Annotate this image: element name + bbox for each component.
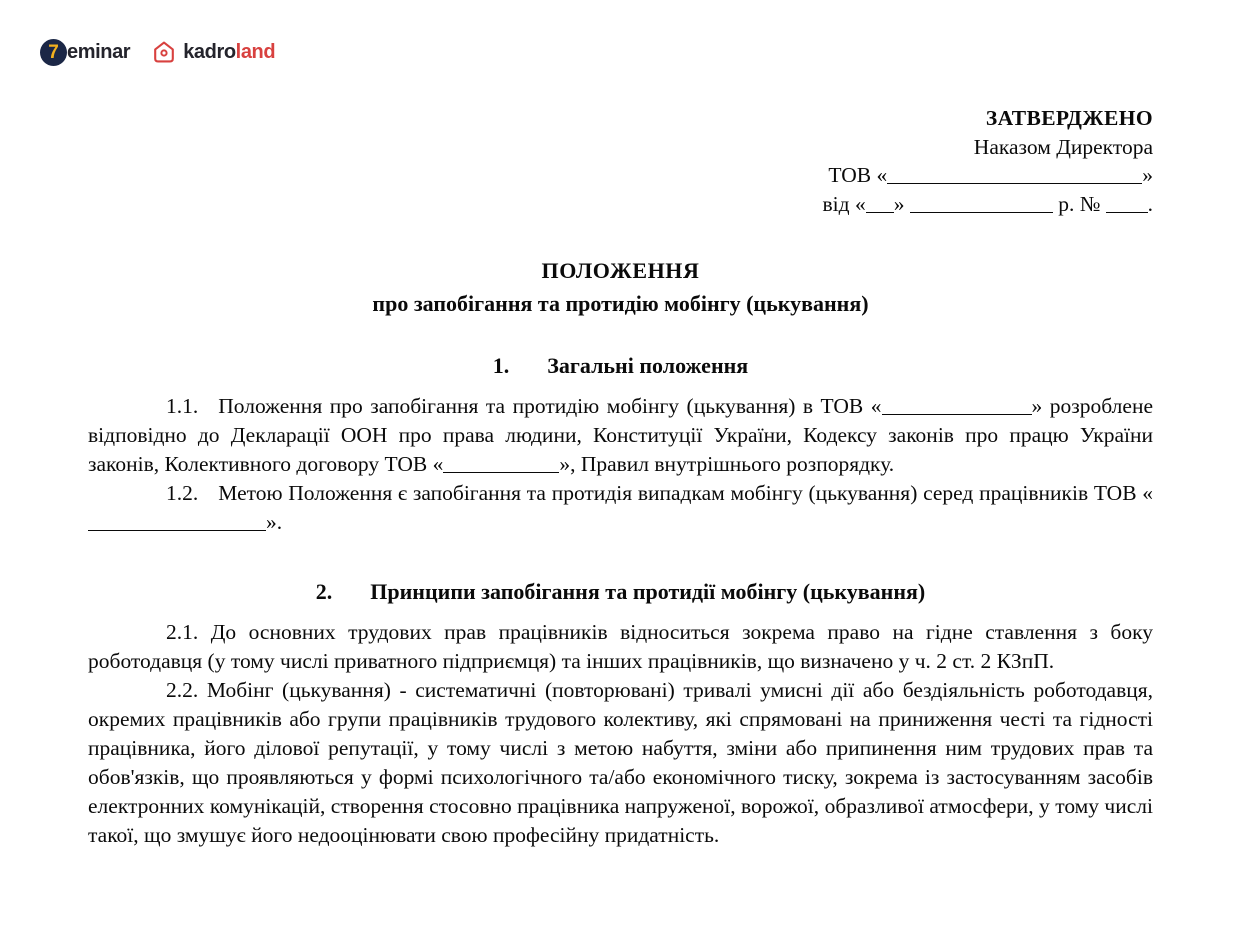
paragraph-number-1-1: 1.1. bbox=[166, 394, 199, 419]
paragraph-1-1-blank-1[interactable] bbox=[882, 393, 1032, 416]
paragraph-1-1-text-a: Положення про запобігання та протидію мобінгу (цькування) в ТОВ « bbox=[218, 394, 882, 419]
approval-title: ЗАТВЕРДЖЕНО bbox=[985, 106, 1153, 130]
paragraph-2-1-text: До основних трудових прав працівників відноситься зокрема право на гідне ставлення з боку роботодавця (у тому числі приватного підприємця) та інших працівників, що визначено у ч. 2 ст. 2 КЗпП. bbox=[88, 620, 1154, 674]
approval-number-blank[interactable] bbox=[1106, 190, 1148, 213]
page-subtitle: про запобігання та протидію мобінгу (цькування) bbox=[372, 290, 869, 316]
paragraph-1-1-text-b: » розроблене відповідно до Декларації ООН про права людини, Конституції України, Кодексу законів про працю України законів, Колективного договору ТОВ « bbox=[88, 394, 1154, 476]
paragraph-1-1-text-c: », Правил внутрішнього розпорядку. bbox=[559, 451, 895, 476]
approval-company-suffix: » bbox=[1142, 163, 1153, 188]
paragraph-number-1-2: 1.2. bbox=[166, 480, 199, 505]
paragraph-1-1 bbox=[88, 392, 1153, 479]
kadroland-logo[interactable] bbox=[152, 40, 275, 64]
paragraph-number-2-2: 2.2. bbox=[166, 678, 199, 703]
approval-company-line bbox=[88, 161, 1153, 190]
section-title-2: Принципи запобігання та протидії мобінгу (цькування) bbox=[370, 578, 926, 604]
approval-day-blank[interactable] bbox=[866, 190, 894, 213]
kadroland-logo-text bbox=[183, 41, 275, 64]
paragraph-1-2-text-a: Метою Положення є запобігання та протидія випадкам мобінгу (цькування) серед працівників ТОВ « bbox=[218, 480, 1153, 505]
paragraph-1-1-blank-2[interactable] bbox=[443, 450, 559, 473]
paragraph-2-2-text: Мобінг (цькування) - систематичні (повторювані) тривалі умисні дії або бездіяльність роботодавця, окремих працівників або групи працівників трудового колективу, які спрямовані на приниження честі та гідності працівника, його ділової репутації, у тому числі з метою набуття, зміни або припинення ним трудових прав та обов'язків, що проявляються у формі психологічного та/або економічного тиску, зокрема із застосуванням засобів електронних комунікацій, створення стосовно працівника напруженої, ворожої, образливої атмосфери, у тому числі такої, що змушує його недооцінювати свою професійну придатність. bbox=[88, 678, 1153, 847]
seminar-logo-text: eminar bbox=[67, 40, 131, 63]
section-title-1: Загальні положення bbox=[547, 352, 749, 378]
approval-block bbox=[88, 104, 1153, 218]
kadroland-logo-text-red: land bbox=[235, 40, 276, 63]
section-heading-2 bbox=[88, 577, 1153, 607]
paragraph-1-2-blank-1[interactable] bbox=[88, 508, 266, 531]
section-number-2: 2. bbox=[315, 578, 333, 604]
seminar-logo[interactable] bbox=[40, 39, 130, 66]
approval-date-prefix: від « bbox=[822, 191, 866, 216]
section-number-1: 1. bbox=[492, 352, 510, 378]
page-title: ПОЛОЖЕННЯ bbox=[541, 258, 700, 284]
approval-date-line bbox=[88, 190, 1153, 219]
approval-company-prefix: ТОВ « bbox=[828, 163, 888, 188]
paragraph-1-2-text-b: ». bbox=[266, 509, 283, 534]
approval-month-blank[interactable] bbox=[910, 190, 1053, 213]
paragraph-number-2-1: 2.1. bbox=[166, 620, 199, 645]
paragraph-2-2 bbox=[88, 676, 1153, 849]
section-heading-1 bbox=[88, 351, 1153, 381]
document-body bbox=[88, 104, 1153, 849]
approval-date-mid1: » bbox=[893, 191, 910, 216]
brand-logo-bar bbox=[40, 36, 275, 68]
approval-date-mid2: р. № bbox=[1052, 191, 1106, 216]
seminar-circle-seven-icon: 7 bbox=[40, 39, 67, 66]
paragraph-2-1 bbox=[88, 618, 1153, 676]
kadroland-logo-text-dark: kadro bbox=[183, 40, 236, 63]
approval-company-blank[interactable] bbox=[887, 162, 1142, 185]
approval-date-suffix: . bbox=[1147, 191, 1153, 216]
kadroland-house-at-icon bbox=[152, 40, 176, 64]
approval-order-line: Наказом Директора bbox=[973, 134, 1153, 159]
paragraph-1-2 bbox=[88, 479, 1153, 537]
